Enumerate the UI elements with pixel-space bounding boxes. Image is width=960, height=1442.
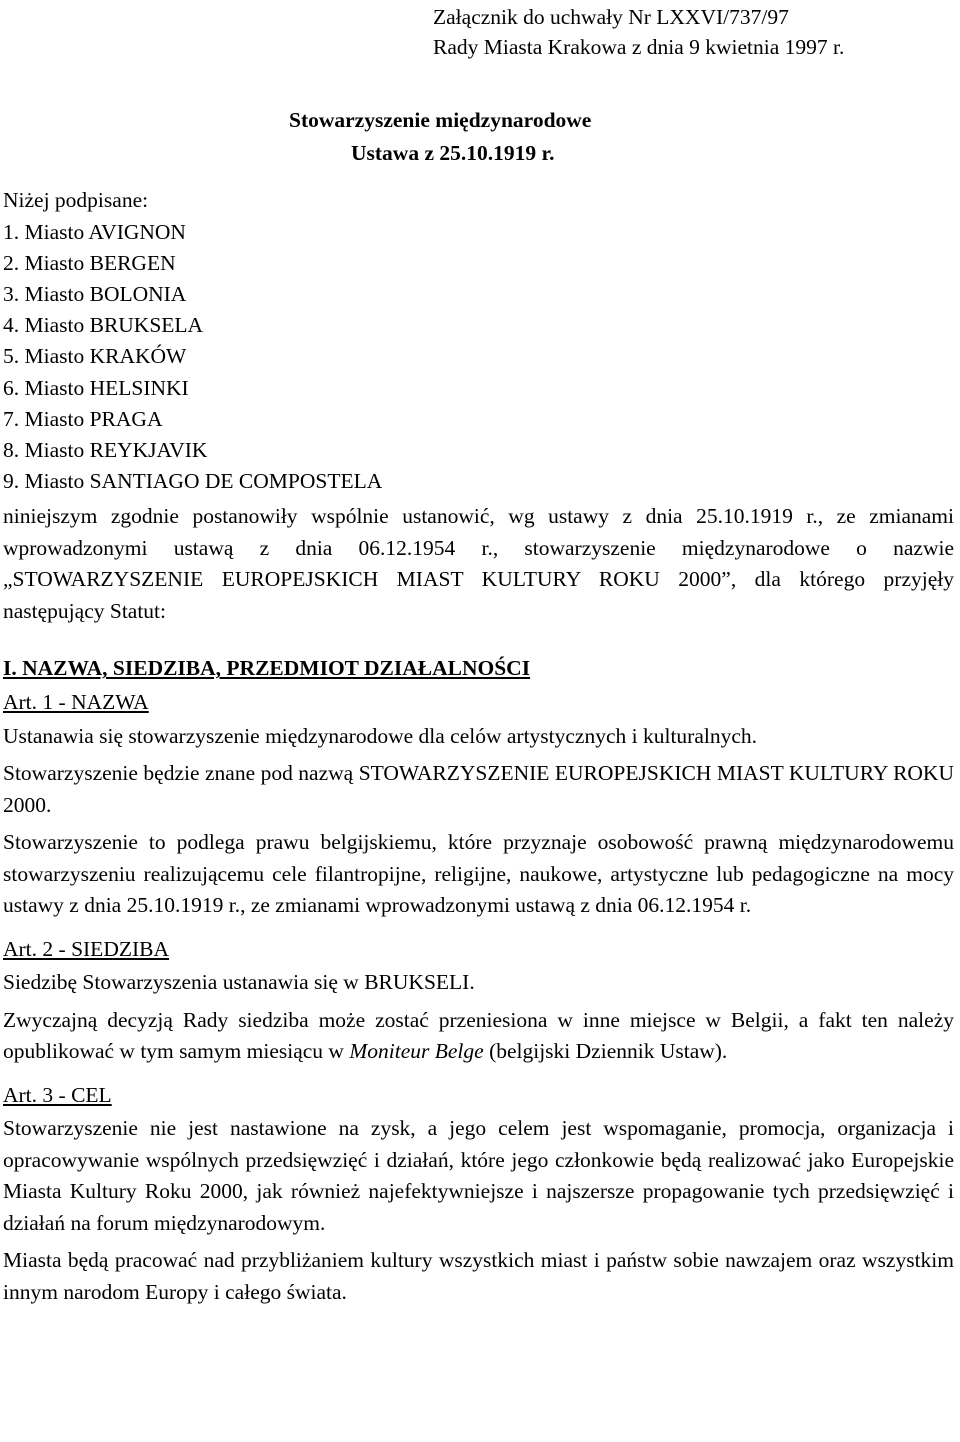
signatory-city: 8. Miasto REYKJAVIK bbox=[3, 437, 208, 462]
article-2-paragraph-1: Siedzibę Stowarzyszenia ustanawia się w BRUKSELI. bbox=[3, 970, 475, 995]
signatory-city: 6. Miasto HELSINKI bbox=[3, 375, 189, 400]
article-1-heading: Art. 1 - NAZWA bbox=[3, 690, 149, 715]
article-2-paragraph-2 bbox=[3, 1005, 954, 1068]
article-3-paragraph-2: Miasta będą pracować nad przybliżaniem kultury wszystkich miast i państw sobie nawzajem oraz wszystkim innym narodom Europy i całego świata. bbox=[3, 1248, 954, 1304]
article-2-text-before: Zwyczajną decyzją Rady siedziba może zostać przeniesiona w inne miejsce w Belgii, a fakt ten należy opublikować w tym samym miesiącu w bbox=[3, 1007, 954, 1064]
article-3-heading: Art. 3 - CEL bbox=[3, 1082, 112, 1107]
document-body bbox=[3, 185, 954, 1308]
signatory-city: 2. Miasto BERGEN bbox=[3, 250, 176, 275]
article-3-paragraph-1: Stowarzyszenie nie jest nastawione na zysk, a jego celem jest wspomaganie, promocja, organizacja i opracowywanie wspólnych przedsięwzięć i działań, które jego członkowie będą realizować jako Europejskie Miasta Kultury Roku 2000, jak również najefektywniejsze i najszersze propagowanie tych przedsięwzięć i działań na forum międzynarodowym. bbox=[3, 1116, 954, 1235]
attachment-note bbox=[433, 2, 844, 62]
intro-paragraph: niniejszym zgodnie postanowiły wspólnie ustanowić, wg ustawy z dnia 25.10.1919 r., ze zmianami wprowadzonymi ustawą z dnia 06.12.1954 r., stowarzyszenie międzynarodowe o nazwie „STOWARZYSZENIE EUROPEJSKICH MIAST KULTURY ROKU 2000”, dla którego przyjęły następujący Statut: bbox=[3, 504, 954, 623]
signatory-city: 1. Miasto AVIGNON bbox=[3, 219, 186, 244]
article-2-heading: Art. 2 - SIEDZIBA bbox=[3, 936, 170, 961]
signatory-city: 3. Miasto BOLONIA bbox=[3, 281, 187, 306]
signatories-label: Niżej podpisane: bbox=[3, 188, 149, 212]
signatory-city: 9. Miasto SANTIAGO DE COMPOSTELA bbox=[3, 469, 383, 494]
section-heading: I. NAZWA, SIEDZIBA, PRZEDMIOT DZIAŁALNOŚCI bbox=[3, 656, 531, 681]
attachment-note-line-2: Rady Miasta Krakowa z dnia 9 kwietnia 1997 r. bbox=[433, 35, 845, 59]
signatory-city-list bbox=[3, 217, 954, 498]
article-1-paragraph-1: Ustanawia się stowarzyszenie międzynarodowe dla celów artystycznych i kulturalnych. bbox=[3, 723, 758, 748]
attachment-note-line-1: Załącznik do uchwały Nr LXXVI/737/97 bbox=[433, 5, 789, 29]
article-2-text-after: (belgijski Dziennik Ustaw). bbox=[483, 1039, 728, 1064]
article-1-paragraph-2: Stowarzyszenie będzie znane pod nazwą STOWARZYSZENIE EUROPEJSKICH MIAST KULTURY ROKU 2000. bbox=[3, 761, 954, 817]
document-title-line-2: Ustawa z 25.10.1919 r. bbox=[351, 141, 555, 165]
signatory-city: 5. Miasto KRAKÓW bbox=[3, 344, 187, 369]
signatory-city: 7. Miasto PRAGA bbox=[3, 406, 163, 431]
moniteur-belge-title: Moniteur Belge bbox=[349, 1039, 484, 1064]
document-title-line-1: Stowarzyszenie międzynarodowe bbox=[289, 108, 592, 132]
signatory-city: 4. Miasto BRUKSELA bbox=[3, 313, 204, 338]
article-1-paragraph-3: Stowarzyszenie to podlega prawu belgijskiemu, które przyznaje osobowość prawną międzynarodowemu stowarzyszeniu realizującemu cele filantropijne, religijne, naukowe, artystyczne lub pedagogiczne na mocy ustawy z dnia 25.10.1919 r., ze zmianami wprowadzonymi ustawą z dnia 06.12.1954 r. bbox=[3, 830, 954, 918]
